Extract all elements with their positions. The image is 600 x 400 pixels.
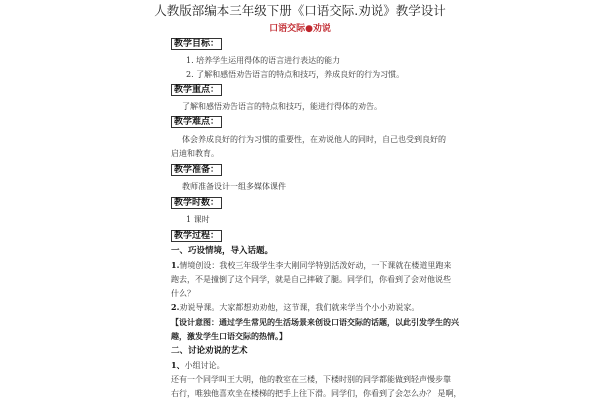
step1-line-2: 跑去，不是撞倒了这个同学，就是自己摔破了腿。同学们，你看到了会对他说些 — [171, 275, 451, 284]
goal-item-1: 1. 培养学生运用得体的语言进行表达的能力 — [186, 56, 341, 65]
hours-text: 1 课时 — [186, 215, 210, 224]
key-points-text: 了解和感悟劝告语言的特点和技巧，能进行得体的劝告。 — [182, 102, 382, 111]
preparation-text: 教师准备设计一组多媒体课件 — [182, 182, 286, 191]
step2-line — [171, 302, 419, 313]
sub1-number: 1、 — [171, 360, 185, 370]
part1-heading: 一、巧设情境，导入话题。 — [171, 246, 274, 256]
step1-line-1 — [171, 260, 451, 271]
document-title: 人教版部编本三年级下册《口语交际.劝说》教学设计 — [154, 3, 446, 18]
sub1-text: 小组讨论。 — [184, 361, 225, 370]
step1-text-1: 情境创设：我校三年级学生李大刚同学特别活泼好动，一下课就在楼道里跑来 — [179, 261, 452, 270]
difficulty-label: 教学难点： — [171, 116, 222, 128]
step2-number: 2. — [171, 302, 180, 312]
case-line-2: 右行，唯独他喜欢坐在楼梯的把手上往下滑。同学们，你看到了会怎么办？ 是啊， — [171, 389, 462, 398]
step2-text: 劝说导课。大家都想劝劝他，这节课，我们就来学当个小小劝说家。 — [179, 303, 420, 312]
difficulty-line-2: 启迪和教育。 — [171, 149, 219, 158]
sub1-line — [171, 360, 225, 371]
goal-item-2: 2. 了解和感悟劝告语言的特点和技巧，养成良好的行为习惯。 — [186, 70, 405, 79]
document-subtitle: 口语交际●劝说 — [269, 24, 331, 34]
design-note-line-2: 趣，激发学生口语交际的热情。】 — [171, 331, 287, 341]
preparation-label: 教学准备： — [171, 164, 222, 176]
design-note-line-1: 【设计意图：通过学生常见的生活场景来创设口语交际的话题，以此引发学生的兴 — [171, 317, 459, 327]
step1-line-3: 什么？ — [171, 289, 195, 298]
hours-label: 教学时数： — [171, 197, 222, 209]
part2-heading: 二、讨论劝说的艺术 — [171, 346, 248, 356]
goals-label: 教学目标： — [171, 38, 222, 50]
process-label: 教学过程： — [171, 230, 222, 242]
step1-number: 1. — [171, 260, 180, 270]
difficulty-line-1: 体会养成良好的行为习惯的重要性，在劝说他人的同时，自己也受到良好的 — [182, 135, 446, 144]
key-points-label: 教学重点： — [171, 84, 222, 96]
case-line-1: 还有一个同学叫王大明，他的教室在三楼，下楼时别的同学都能做到轻声慢步靠 — [171, 375, 451, 384]
